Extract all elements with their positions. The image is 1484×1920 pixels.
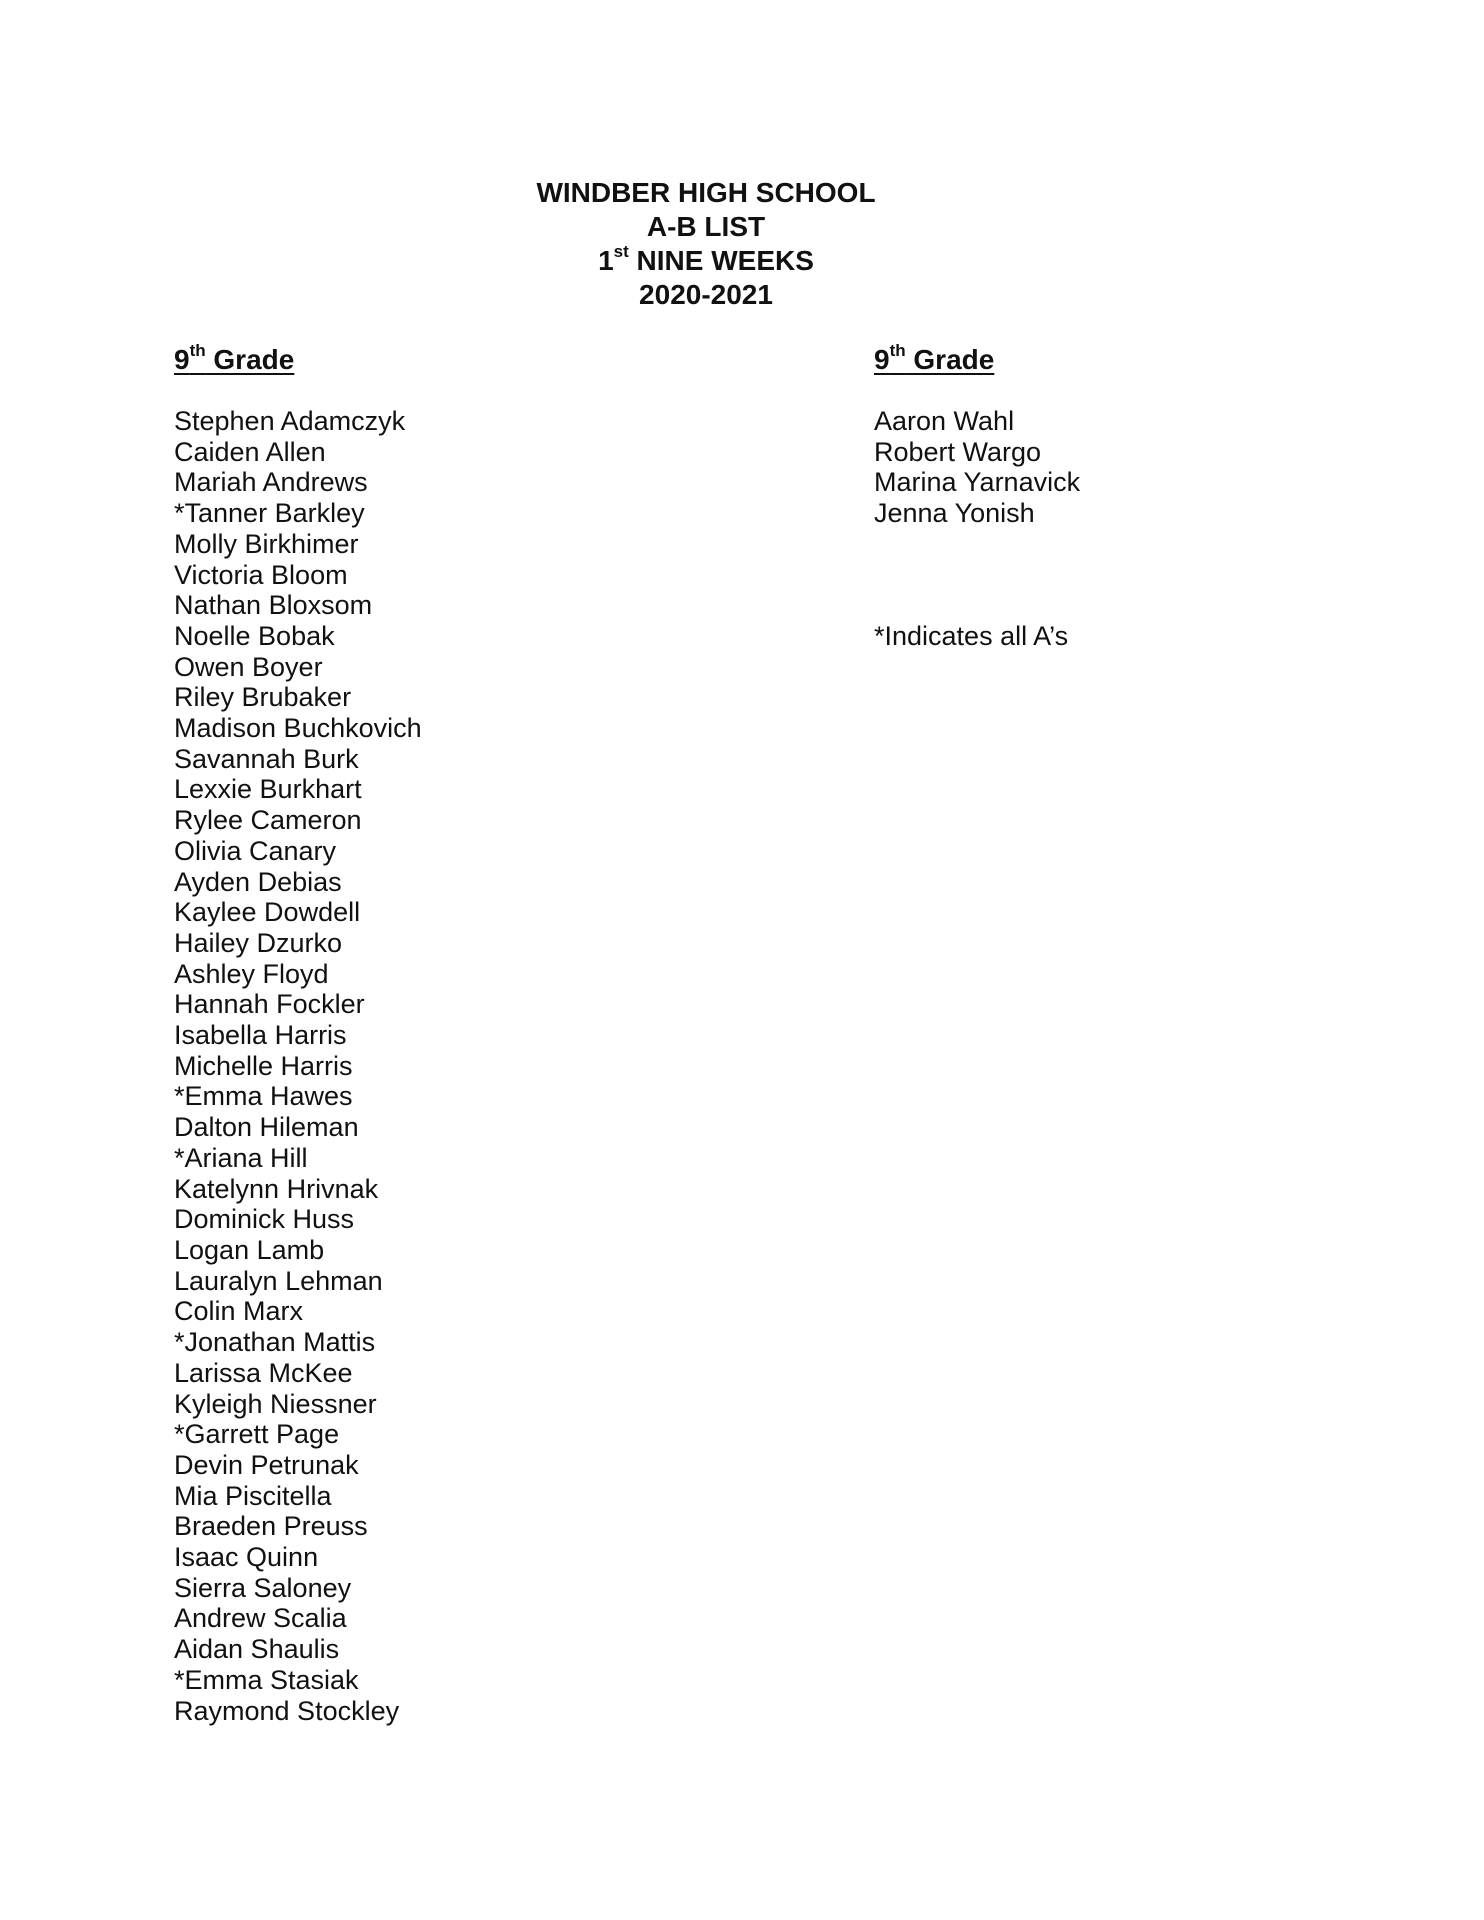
student-name: Larissa McKee	[174, 1357, 353, 1388]
student-name: Owen Boyer	[174, 651, 323, 682]
period-suffix: st	[613, 241, 629, 261]
document-header	[0, 176, 1412, 312]
student-name: Hailey Dzurko	[174, 927, 343, 958]
student-name: Molly Birkhimer	[174, 528, 359, 559]
student-name: Logan Lamb	[174, 1234, 325, 1265]
grade-word: Grade	[905, 344, 995, 375]
student-name: Aidan Shaulis	[174, 1634, 340, 1665]
student-name: Michelle Harris	[174, 1050, 353, 1081]
student-name: Isaac Quinn	[174, 1542, 319, 1573]
student-name: Katelynn Hrivnak	[174, 1173, 379, 1204]
student-name: Devin Petrunak	[174, 1449, 359, 1480]
student-name: *Emma Stasiak	[174, 1664, 359, 1695]
student-name: Lexxie Burkhart	[174, 774, 362, 805]
student-name: Lauralyn Lehman	[174, 1265, 383, 1296]
student-list-right	[874, 406, 1080, 529]
student-name: Marina Yarnavick	[874, 467, 1081, 498]
student-name: Kaylee Dowdell	[174, 897, 361, 928]
grade-number: 9	[874, 344, 890, 375]
student-name: Dominick Huss	[174, 1204, 355, 1235]
student-name: Ayden Debias	[174, 866, 342, 897]
grade-word: Grade	[205, 344, 295, 375]
school-year: 2020-2021	[639, 279, 773, 310]
student-name: Mia Piscitella	[174, 1480, 332, 1511]
student-name: Ashley Floyd	[174, 958, 329, 989]
student-name: Raymond Stockley	[174, 1695, 400, 1726]
student-name: Aaron Wahl	[874, 406, 1015, 436]
student-name: Robert Wargo	[874, 436, 1042, 467]
grade-suffix: th	[189, 340, 206, 360]
student-name: Kyleigh Niessner	[174, 1388, 377, 1419]
student-name: Savannah Burk	[174, 743, 359, 774]
student-name: Noelle Bobak	[174, 620, 335, 651]
student-name: Victoria Bloom	[174, 559, 348, 590]
student-name: Isabella Harris	[174, 1020, 347, 1051]
student-name: Riley Brubaker	[174, 682, 352, 713]
right-column	[874, 342, 1080, 652]
student-name: *Garrett Page	[174, 1419, 340, 1450]
grading-period	[0, 241, 1412, 278]
student-name: Hannah Fockler	[174, 989, 365, 1020]
student-name: Rylee Cameron	[174, 805, 362, 836]
student-name: Olivia Canary	[174, 835, 337, 866]
student-name: Colin Marx	[174, 1296, 304, 1327]
student-name: Mariah Andrews	[174, 467, 368, 498]
student-name: *Emma Hawes	[174, 1081, 353, 1112]
student-name: Stephen Adamczyk	[174, 406, 406, 436]
student-name: Sierra Saloney	[174, 1572, 352, 1603]
student-name: Madison Buchkovich	[174, 713, 422, 744]
student-name: Dalton Hileman	[174, 1112, 359, 1143]
student-list-left	[174, 406, 422, 1726]
left-column	[174, 342, 422, 1726]
grade-number: 9	[174, 344, 190, 375]
grade-suffix: th	[889, 340, 906, 360]
student-name: Nathan Bloxsom	[174, 590, 373, 621]
grade-heading-right	[874, 342, 1080, 378]
school-name: WINDBER HIGH SCHOOL	[536, 177, 876, 208]
student-name: Braeden Preuss	[174, 1511, 368, 1542]
student-name: *Ariana Hill	[174, 1142, 308, 1173]
period-ordinal: 1	[598, 245, 614, 276]
all-as-note: *Indicates all A’s	[874, 620, 1069, 651]
period-rest: NINE WEEKS	[628, 245, 814, 276]
student-name: *Tanner Barkley	[174, 498, 365, 529]
student-name: *Jonathan Mattis	[174, 1327, 376, 1358]
student-name: Andrew Scalia	[174, 1603, 347, 1634]
student-name: Caiden Allen	[174, 436, 326, 467]
list-title: A-B LIST	[646, 211, 766, 242]
grade-heading-left	[174, 342, 422, 378]
student-name: Jenna Yonish	[874, 498, 1035, 529]
